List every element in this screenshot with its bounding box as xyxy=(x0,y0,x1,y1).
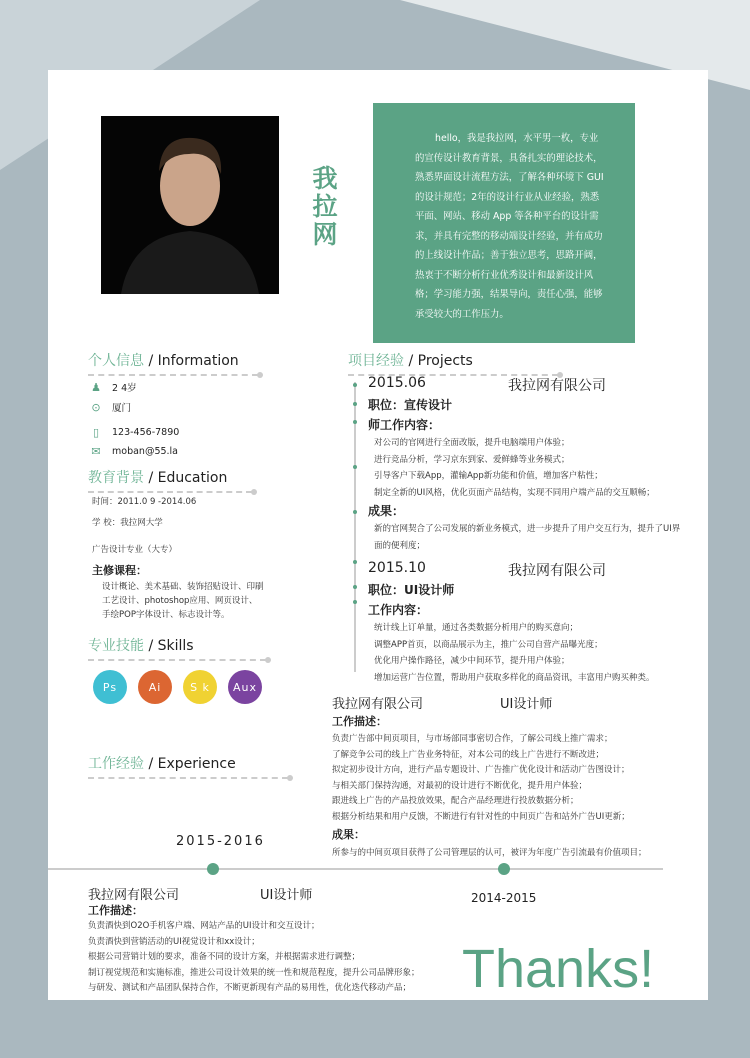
job1-line: 负责广告部中间页项目，与市场部同事密切合作，了解公司线上推广需求； xyxy=(332,734,613,744)
divider xyxy=(88,659,266,661)
job1-line: 跟进线上广告的产品投放效果，配合产品经理进行投放数据分析； xyxy=(332,796,579,806)
edu-time: 时间：2011.0 9 -2014.06 xyxy=(92,497,197,507)
job1-line: 与相关部门保持沟通，对最初的设计进行不断优化，提升用户体验； xyxy=(332,780,588,791)
intro-box xyxy=(373,103,635,343)
section-education xyxy=(88,467,227,487)
section-cn: 专业技能 xyxy=(88,638,144,654)
experience-timeline xyxy=(48,868,663,870)
timeline-dot xyxy=(207,863,219,875)
p1-line: 对公司的官网进行全面改版，提升电脑端用户体验； xyxy=(374,438,570,448)
profile-photo xyxy=(101,116,279,294)
job1-desc-title: 工作描述： xyxy=(332,715,387,728)
job2-line: 负责酒快到O2O手机客户端、网站产品的UI设计和交互设计； xyxy=(88,921,320,931)
city: 厦门 xyxy=(112,403,132,414)
section-en: / Information xyxy=(144,353,239,369)
section-cn: 教育背景 xyxy=(88,470,144,486)
p1-line: 进行竞品分析，学习京东到家、爱鲜蜂等业务模式； xyxy=(374,454,570,465)
p1-date: 2015.06 xyxy=(368,375,426,391)
p2-line: 统计线上订单量，通过各类数据分析用户的购买意向； xyxy=(374,623,579,633)
email[interactable]: moban@55.la xyxy=(112,446,179,457)
courses-title: 主修课程： xyxy=(92,564,147,577)
job2-line: 与研发、测试和产品团队保持合作，不断更新现有产品的易用性，优化迭代移动产品； xyxy=(88,983,412,993)
section-information xyxy=(88,350,239,370)
timeline-dot xyxy=(498,863,510,875)
divider xyxy=(88,374,258,376)
p1-line: 制定全新的UI风格，优化页面产品结构，实现不同用户端产品的交互顺畅； xyxy=(374,487,655,498)
p2-role: 职位：UI设计师 xyxy=(368,583,455,597)
section-projects xyxy=(348,350,473,370)
intro-text: hello，我是我拉网，水平男一枚，专业的宣传设计教育背景，具备扎实的理论技术，熟悉界面设计流程方法，了解各种环境下 GUI 的设计规范；2年的设计行业从业经验，熟悉平面、网站、移动 App 等各种平台的设计需求，并具有完整的移动端设计经验，并有成功的上线设计作品；善于独立思考，思路开阔，热衷于不断分析行业优秀设计和最新设计风格；学习能力强，结果导向，责任心强，能够承受较大的工作压力。 xyxy=(415,133,604,320)
job1-period: 2014-2015 xyxy=(471,891,537,905)
edu-major: 广告设计专业（大专） xyxy=(92,545,178,555)
job1-result-title: 成果： xyxy=(332,828,365,841)
job1-line: 拟定初步设计方向，进行产品专题设计、广告推广优化设计和活动广告图设计； xyxy=(332,765,630,775)
p1-line: 引导客户下载App，灌输App新功能和价值，增加客户粘性； xyxy=(374,471,603,481)
job1-role: UI设计师 xyxy=(500,697,553,712)
divider xyxy=(88,491,252,493)
p2-line: 优化用户操作路径，减少中间环节，提升用户体验； xyxy=(374,656,570,666)
job2-period: 2015-2016 xyxy=(176,834,265,849)
p1-role: 职位：宣传设计 xyxy=(368,398,453,412)
skill-ai: Ai xyxy=(138,670,172,704)
resume-page xyxy=(48,70,708,1000)
section-en: / Experience xyxy=(144,756,236,772)
phone: 123-456-7890 xyxy=(112,427,180,438)
p1-result: 新的官网契合了公司发展的新业务模式，进一步提升了用户交互行为，提升了UI界面的便利度； xyxy=(374,524,681,551)
p2-date: 2015.10 xyxy=(368,560,426,576)
p1-content-title: 师工作内容： xyxy=(368,418,441,432)
section-skills xyxy=(88,635,194,655)
job2-line: 根据公司营销计划的要求，准备不同的设计方案，并根据需求进行调整； xyxy=(88,952,361,962)
section-en: / Projects xyxy=(404,353,473,369)
section-en: / Education xyxy=(144,470,228,486)
job2-desc-title: 工作描述： xyxy=(88,904,143,917)
p1-company: 我拉网有限公司 xyxy=(508,378,606,394)
courses: 设计概论、美术基础、装饰招贴设计、印刷工艺设计、photoshop应用、网页设计、手绘POP字体设计、标志设计等。 xyxy=(102,582,264,620)
job1-result: 所参与的中间页项目获得了公司管理层的认可，被评为年度广告引流最有价值项目； xyxy=(332,848,647,858)
job2-role: UI设计师 xyxy=(260,888,313,903)
mail-icon: ✉ xyxy=(91,445,101,458)
thanks-text: Thanks! xyxy=(462,939,655,999)
job1-line: 了解竞争公司的线上广告业务特征，对本公司的线上广告进行不断改进； xyxy=(332,749,605,760)
location-icon: ⊙ xyxy=(91,400,101,414)
p2-line: 增加运营广告位置，帮助用户获取多样化的商品资讯，丰富用户购买种类。 xyxy=(374,672,655,683)
skills-list xyxy=(93,670,262,704)
edu-school: 学 校：我拉网大学 xyxy=(92,518,163,528)
skill-sketch: S k xyxy=(183,670,217,704)
user-icon: ♟ xyxy=(91,380,101,394)
timeline-line xyxy=(354,382,356,672)
p2-company: 我拉网有限公司 xyxy=(508,563,606,579)
skill-ps: Ps xyxy=(93,670,127,704)
skill-aux: Aux xyxy=(228,670,262,704)
job1-company: 我拉网有限公司 xyxy=(332,697,424,712)
job1-line: 根据分析结果和用户反馈，不断进行有针对性的中间页广告和站外广告UI更新； xyxy=(332,811,630,822)
p1-result-title: 成果： xyxy=(368,504,405,518)
job2-line: 负责酒快到营销活动的UI视觉设计和xx设计； xyxy=(88,936,260,947)
divider xyxy=(88,777,288,779)
section-en: / Skills xyxy=(144,638,194,654)
section-cn: 工作经验 xyxy=(88,756,144,772)
section-cn: 个人信息 xyxy=(88,353,144,369)
section-cn: 项目经验 xyxy=(348,353,404,369)
section-experience xyxy=(88,753,236,773)
name-title: 我拉网 xyxy=(312,164,338,249)
p2-line: 调整APP首页，以商品展示为主，推广公司自营产品曝光度； xyxy=(374,639,603,650)
age: 2 4岁 xyxy=(112,383,137,394)
p2-content-title: 工作内容： xyxy=(368,603,429,617)
job2-line: 制订视觉规范和实施标准，推进公司设计效果的统一性和规范程度，提升公司品牌形象； xyxy=(88,967,420,978)
job2-company: 我拉网有限公司 xyxy=(88,888,180,903)
phone-icon: ▯ xyxy=(92,426,100,439)
